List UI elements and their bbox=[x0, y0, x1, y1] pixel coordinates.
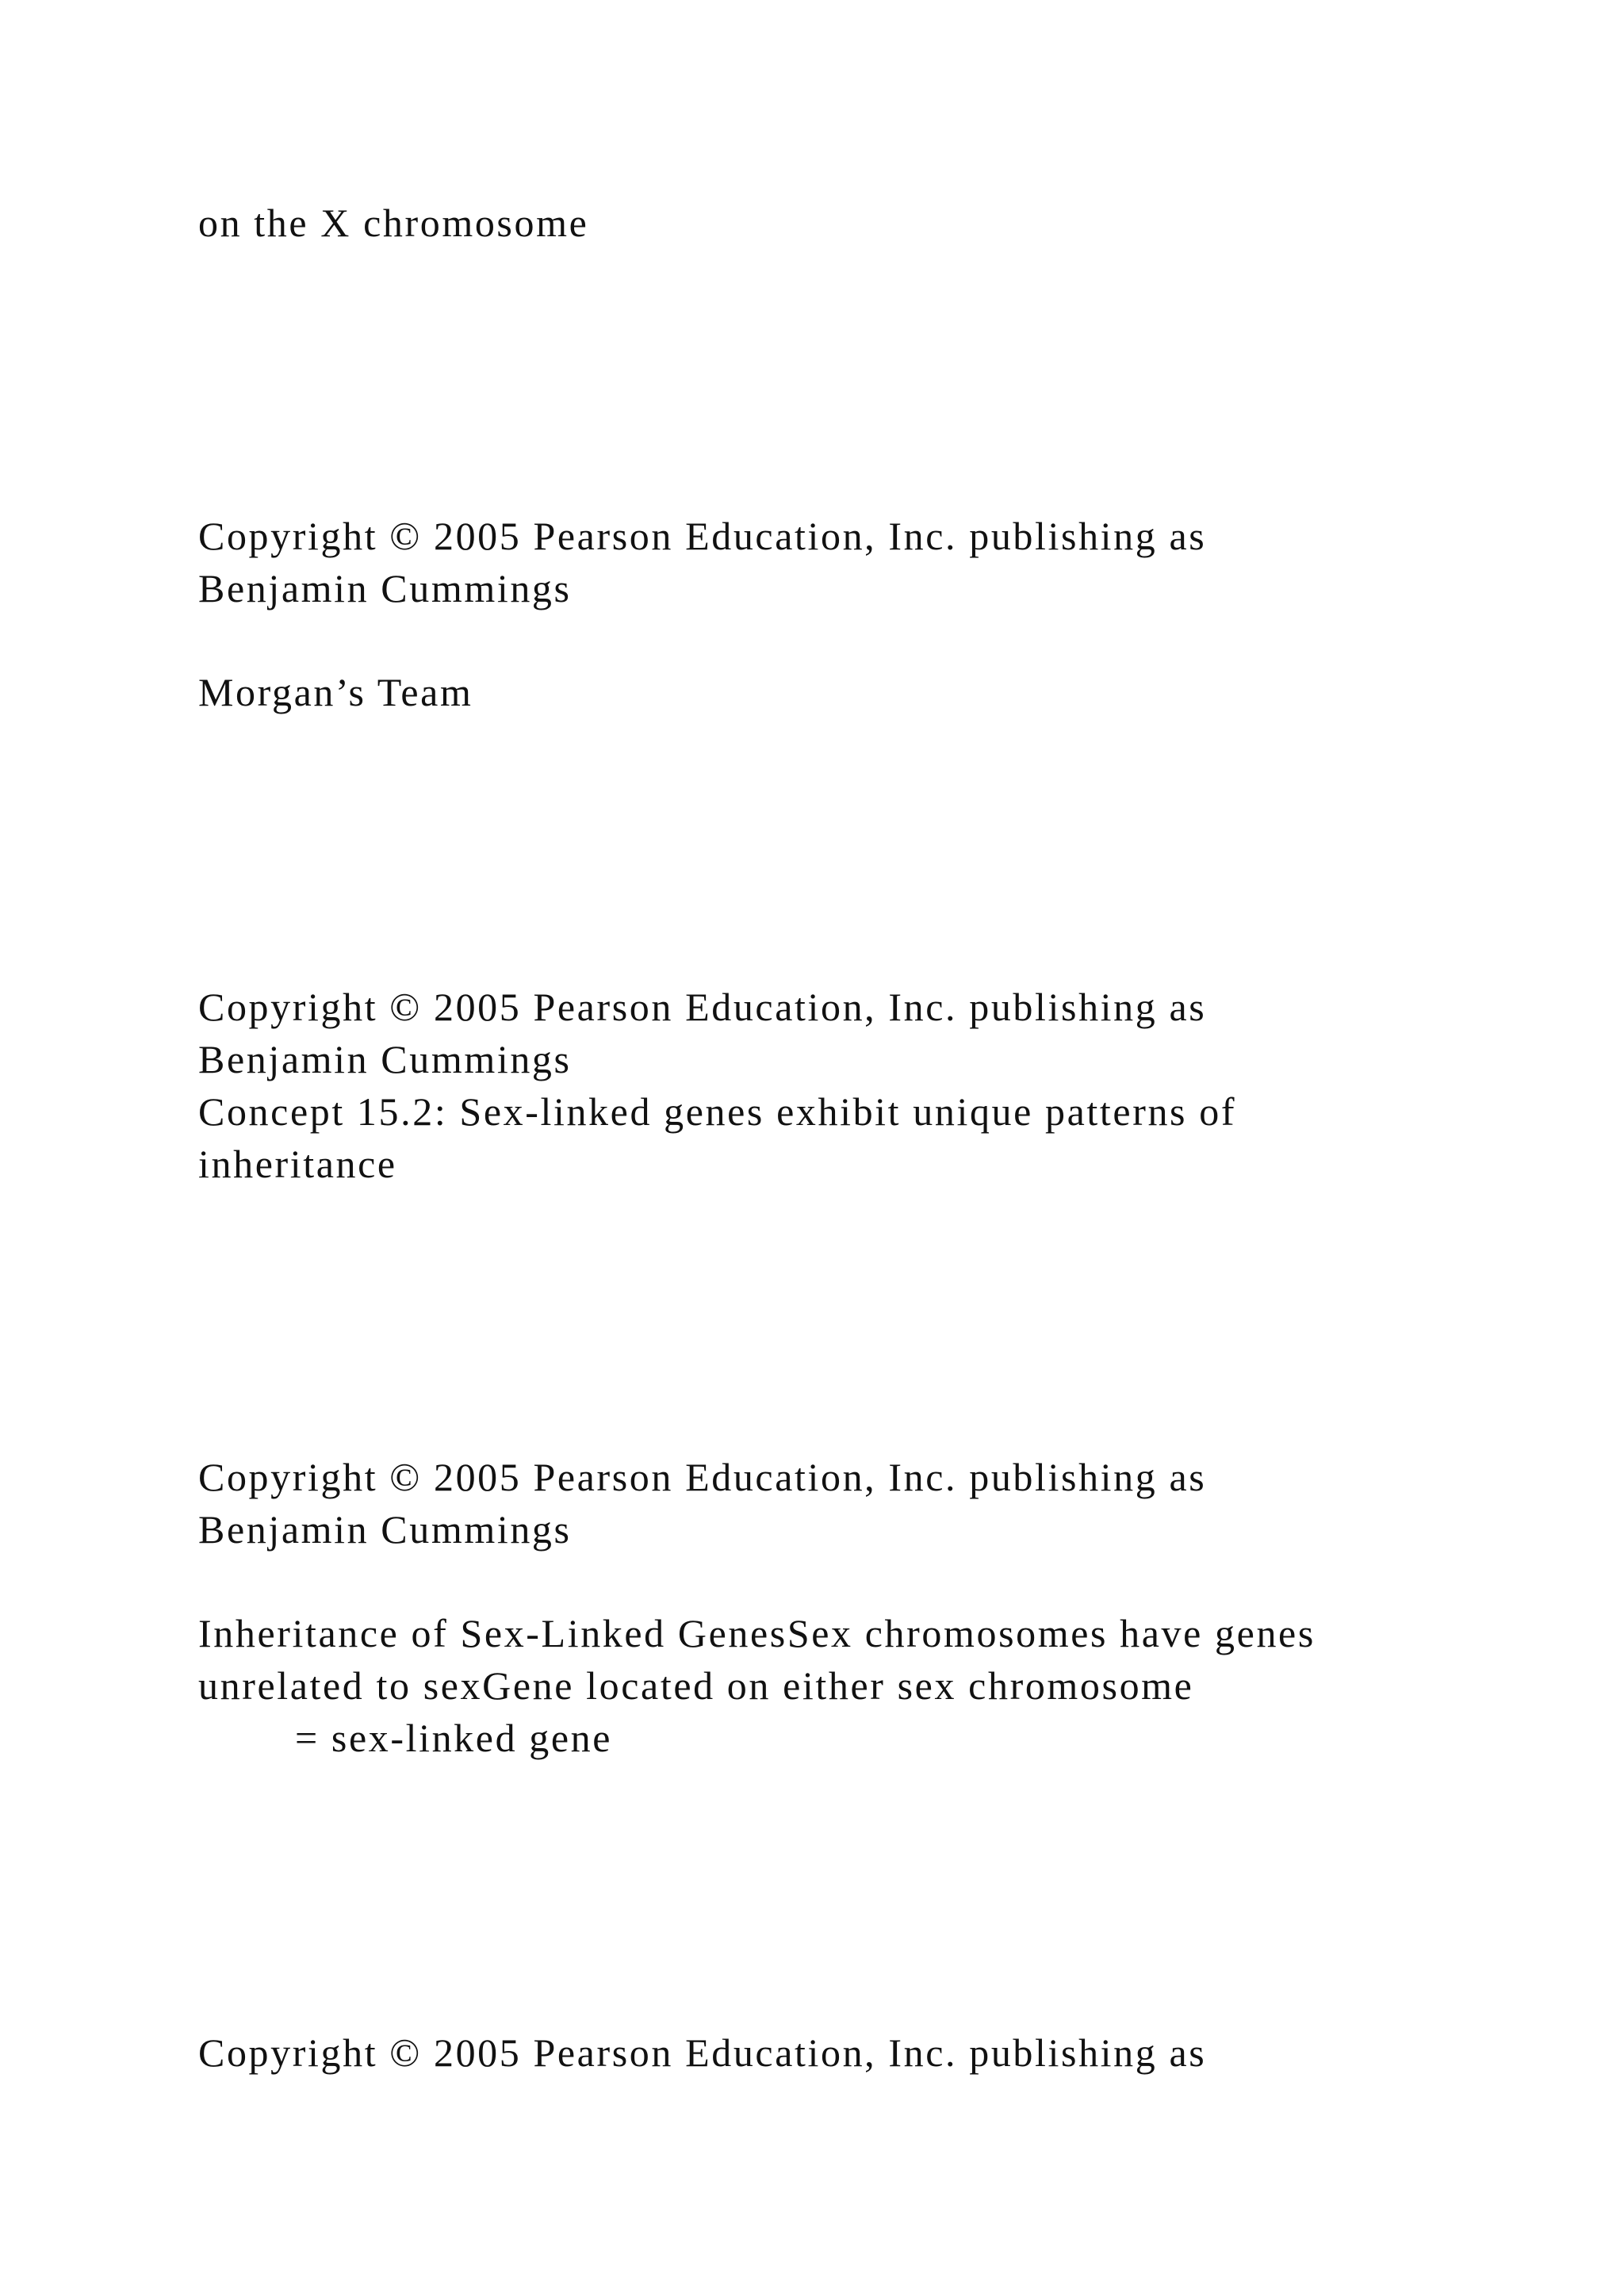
publisher-line: Benjamin Cummings bbox=[198, 1037, 572, 1081]
text-line: on the X chromosome bbox=[198, 201, 589, 245]
publisher-line: Benjamin Cummings bbox=[198, 1507, 572, 1552]
body-text-line: Inheritance of Sex-Linked GenesSex chromosomes have genes bbox=[198, 1611, 1316, 1655]
slide-title: Morgan’s Team bbox=[198, 670, 473, 714]
copyright-line: Copyright © 2005 Pearson Education, Inc. publishing as bbox=[198, 1455, 1207, 1499]
body-text-indented-line: = sex-linked gene bbox=[295, 1716, 613, 1760]
copyright-line: Copyright © 2005 Pearson Education, Inc. publishing as bbox=[198, 514, 1207, 558]
body-text-line: unrelated to sexGene located on either sex chromosome bbox=[198, 1663, 1194, 1708]
copyright-line: Copyright © 2005 Pearson Education, Inc. publishing as bbox=[198, 985, 1207, 1029]
concept-heading-continued: inheritance bbox=[198, 1142, 397, 1186]
publisher-line: Benjamin Cummings bbox=[198, 566, 572, 610]
copyright-line: Copyright © 2005 Pearson Education, Inc. publishing as bbox=[198, 2030, 1207, 2075]
concept-heading: Concept 15.2: Sex-linked genes exhibit unique patterns of bbox=[198, 1089, 1237, 1134]
